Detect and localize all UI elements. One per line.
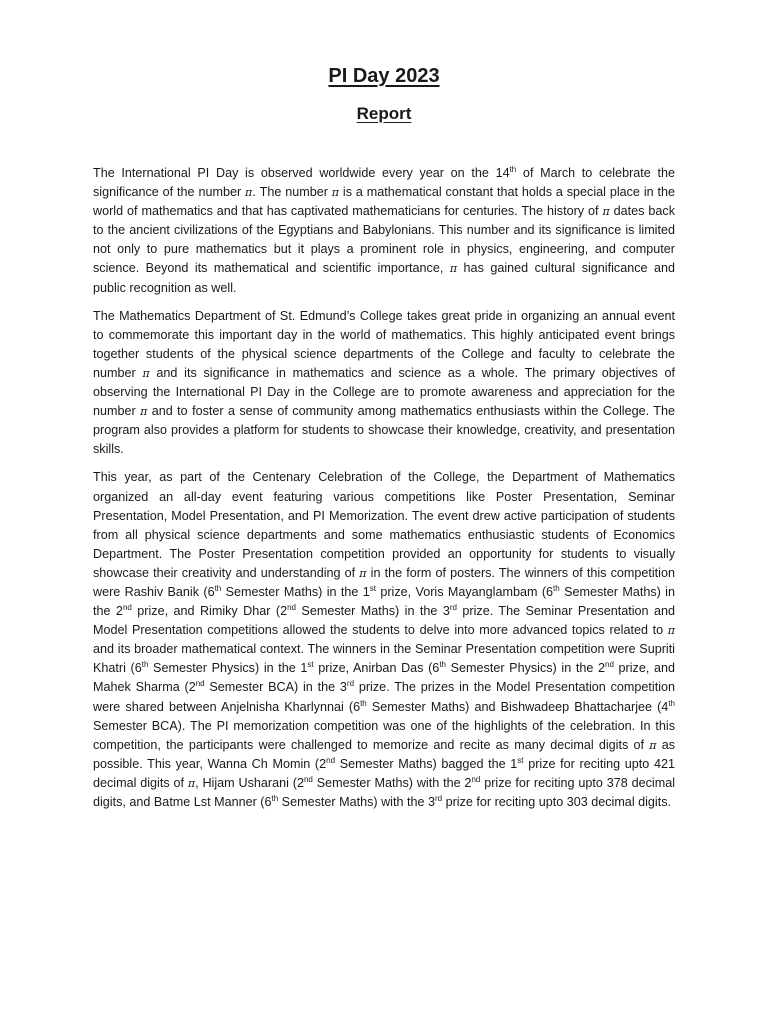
text-run: Semester Maths) with the 3 [278, 795, 435, 809]
text-run: has gained cultural significance and public recognition as well. [93, 261, 675, 295]
ordinal-suffix: rd [449, 602, 457, 612]
ordinal-suffix: th [509, 164, 517, 174]
text-run: The International PI Day is observed worldwide every year on the 14 [93, 166, 510, 180]
text-run: prize, and Mahek Sharma (2 [93, 661, 675, 695]
text-run: Semester Maths) in the 2 [93, 584, 675, 619]
text-run: , Hijam Usharani (2 [195, 775, 304, 790]
ordinal-suffix: nd [287, 602, 296, 612]
text-run: Semester Maths) and Bishwadeep Bhattacharjee (4 [366, 699, 669, 714]
text-run: of March to celebrate the significance of the number [93, 166, 675, 200]
text-run: as possible. This year, Wanna Ch Momin (2 [93, 737, 675, 771]
ordinal-suffix: rd [434, 793, 443, 803]
pi-symbol: π [667, 624, 675, 638]
text-run: Semester Physics) in the 2 [446, 661, 605, 676]
text-run: prize. The prizes in the Model Presentation competition were shared between Anjelnisha Kharlynnai (6 [93, 680, 676, 714]
text-run: . The number [252, 185, 332, 200]
pi-symbol: π [602, 205, 610, 219]
text-run: and its significance in mathematics and science as a whole. The primary objectives of observing the International PI Day in the College are to promote awareness and appreciation for the number [93, 365, 676, 419]
ordinal-suffix: nd [471, 774, 481, 784]
text-run: This year, as part of the Centenary Celebration of the College, the Department of Mathematics organized an all-day event featuring various competitions like Poster Presentation, Seminar Presentation, Model Presentation, and PI Memorization. The event drew active participation of students from all physical science departments and some mathematics enthusiastic students of Economics Department. The Poster Presentation competition provided an opportunity for students to visually showcase their creativity and understanding of [93, 470, 675, 580]
pi-symbol: π [245, 186, 253, 200]
ordinal-suffix: st [369, 583, 376, 593]
text-run: Semester Maths) in the 1 [221, 584, 370, 599]
ordinal-suffix: th [141, 660, 149, 670]
report-subtitle [0, 103, 768, 125]
pi-symbol: π [187, 776, 196, 790]
text-run: Semester Physics) in the 1 [148, 661, 308, 676]
text-run: The Mathematics Department of St. Edmund’s College takes great pride in organizing an annual event to commemorate this important day in the world of mathematics. This highly anticipated event brings together students of the physical science departments of the College and faculty to celebrate the number [93, 308, 675, 380]
ordinal-suffix: st [517, 755, 524, 765]
text-run: Semester Maths) in the 3 [296, 604, 450, 619]
ordinal-suffix: nd [605, 660, 614, 670]
report-paragraph [93, 307, 675, 460]
ordinal-suffix: nd [122, 602, 132, 612]
ordinal-suffix: nd [326, 755, 336, 765]
text-run: dates back to the ancient civilizations of the Egyptians and Babylonians. This number and its significance is limited not only to pure mathematics but it plays a prominent role in physics, engineering, and computer science. Beyond its mathematical and scientific importance, [93, 204, 675, 276]
text-run: prize, and Rimiky Dhar (2 [131, 604, 288, 619]
ordinal-suffix: st [307, 660, 314, 670]
pi-symbol: π [359, 566, 367, 580]
text-run: is a mathematical constant that holds a special place in the world of mathematics and that has captivated mathematicians for centuries. The history of [93, 185, 675, 219]
ordinal-suffix: th [553, 583, 560, 593]
pi-symbol: π [649, 738, 657, 752]
ordinal-suffix: th [668, 698, 675, 708]
text-run: and to foster a sense of community among mathematics enthusiasts within the College. The program also provides a platform for students to showcase their knowledge, creativity, and presentation skills. [93, 404, 675, 457]
text-run: and its broader mathematical context. The winners in the Seminar Presentation competition were Supriti Khatri (6 [93, 642, 675, 676]
text-run: prize for reciting upto 421 decimal digits of [93, 756, 675, 790]
text-run: Semester Maths) bagged the 1 [335, 756, 518, 771]
text-run: Semester Maths) with the 2 [312, 775, 472, 790]
pi-symbol: π [449, 262, 458, 276]
text-run: prize for reciting upto 378 decimal digits, and Batme Lst Manner (6 [93, 775, 676, 809]
ordinal-suffix: nd [303, 774, 313, 784]
report-title-text: PI Day 2023 [328, 65, 440, 87]
text-run: Semester BCA). The PI memorization competition was one of the highlights of the celebration. In this competition, the participants were challenged to memorize and recite as many decimal digits of [93, 718, 675, 752]
text-run: prize. The Seminar Presentation and Model Presentation competitions allowed the students to delve into more advanced topics related to [93, 604, 675, 638]
pi-symbol: π [140, 405, 148, 419]
report-paragraph [93, 164, 675, 298]
text-run: prize, Anirban Das (6 [313, 661, 440, 676]
pi-symbol: π [142, 366, 150, 380]
report-body [93, 164, 675, 821]
pi-symbol: π [331, 186, 340, 200]
ordinal-suffix: rd [346, 679, 355, 689]
ordinal-suffix: th [439, 660, 446, 670]
text-run: prize, Voris Mayanglambam (6 [376, 584, 554, 599]
ordinal-suffix: th [271, 793, 279, 803]
text-run: Semester BCA) in the 3 [204, 680, 347, 695]
ordinal-suffix: nd [195, 679, 205, 689]
text-run: in the form of posters. The winners of this competition were Rashiv Banik (6 [93, 565, 675, 599]
text-run: prize for reciting upto 303 decimal digits. [442, 795, 672, 809]
report-title [0, 64, 768, 88]
ordinal-suffix: th [214, 583, 222, 593]
report-subtitle-text: Report [356, 104, 412, 123]
ordinal-suffix: th [360, 698, 367, 708]
report-paragraph [93, 468, 675, 812]
